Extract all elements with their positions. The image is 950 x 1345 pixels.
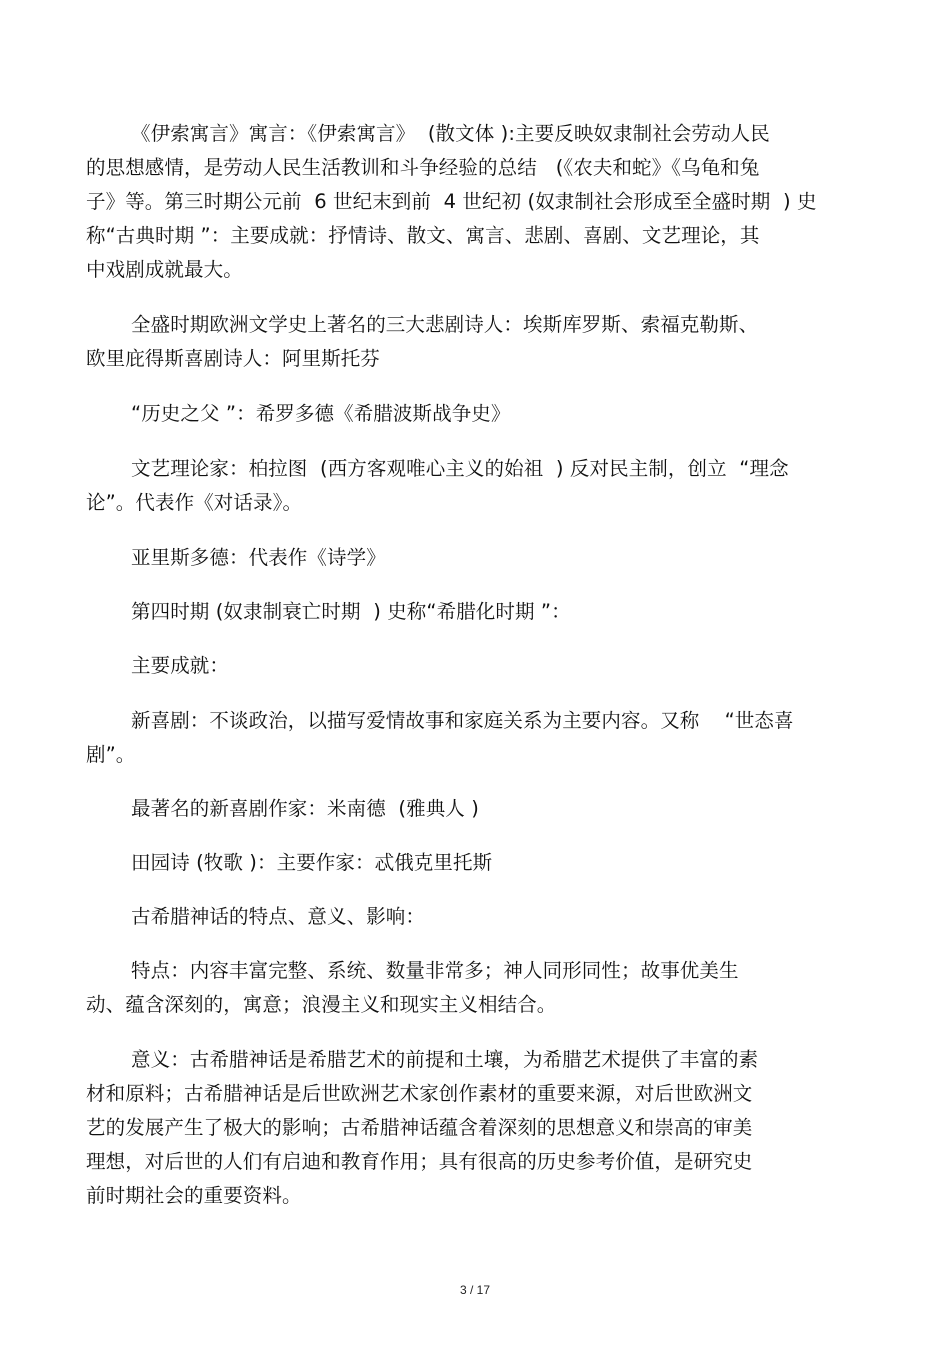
text-line: 的思想感情，是劳动人民生活教训和斗争经验的总结 (《农夫和蛇》《乌龟和兔 xyxy=(86,156,760,179)
text-line: 全盛时期欧洲文学史上著名的三大悲剧诗人：埃斯库罗斯、索福克勒斯、 xyxy=(131,313,759,336)
text-line: 艺的发展产生了极大的影响；古希腊神话蕴含着深刻的思想意义和崇高的审美 xyxy=(86,1116,753,1139)
page-number: 3 / 17 xyxy=(459,1283,491,1297)
text-line: 称“古典时期 ”：主要成就：抒情诗、散文、寓言、悲剧、喜剧、文艺理论，其 xyxy=(86,224,760,247)
text-line: 子》等。第三时期公元前 6 世纪末到前 4 世纪初 (奴隶制社会形成至全盛时期 ) 史 xyxy=(86,190,817,213)
text-line: 主要成就： xyxy=(131,654,230,677)
text-line: 欧里庇得斯喜剧诗人：阿里斯托芬 xyxy=(86,347,381,370)
text-line: “历史之父 ”：希罗多德《希腊波斯战争史》 xyxy=(131,402,511,425)
text-line: 论”。代表作《对话录》。 xyxy=(86,491,303,514)
text-line: 亚里斯多德：代表作《诗学》 xyxy=(131,546,386,569)
text-line: 中戏剧成就最大。 xyxy=(86,258,243,281)
text-line: 动、蕴含深刻的，寓意；浪漫主义和现实主义相结合。 xyxy=(86,993,557,1016)
text-line: 前时期社会的重要资料。 xyxy=(86,1184,302,1207)
text-line: 特点：内容丰富完整、系统、数量非常多；神人同形同性；故事优美生 xyxy=(131,959,739,982)
text-line: 田园诗 (牧歌 )：主要作家：忒俄克里托斯 xyxy=(131,851,493,874)
text-line: 文艺理论家：柏拉图 (西方客观唯心主义的始祖 ) 反对民主制，创立 “理念 xyxy=(131,457,789,480)
text-line: 《伊索寓言》寓言：《伊索寓言》 (散文体 ):主要反映奴隶制社会劳动人民 xyxy=(131,122,770,145)
text-line: 第四时期 (奴隶制衰亡时期 ) 史称“希腊化时期 ”： xyxy=(131,600,571,623)
text-line: 意义：古希腊神话是希腊艺术的前提和土壤，为希腊艺术提供了丰富的素 xyxy=(131,1048,759,1071)
text-line: 古希腊神话的特点、意义、影响： xyxy=(131,905,426,928)
text-line: 新喜剧：不谈政治，以描写爱情故事和家庭关系为主要内容。又称 “世态喜 xyxy=(131,709,794,732)
text-line: 最著名的新喜剧作家：米南德 (雅典人 ) xyxy=(131,797,479,820)
text-line: 理想，对后世的人们有启迪和教育作用；具有很高的历史参考价值，是研究史 xyxy=(86,1150,753,1173)
text-line: 材和原料；古希腊神话是后世欧洲艺术家创作素材的重要来源，对后世欧洲文 xyxy=(86,1082,753,1105)
text-line: 剧”。 xyxy=(86,743,136,766)
